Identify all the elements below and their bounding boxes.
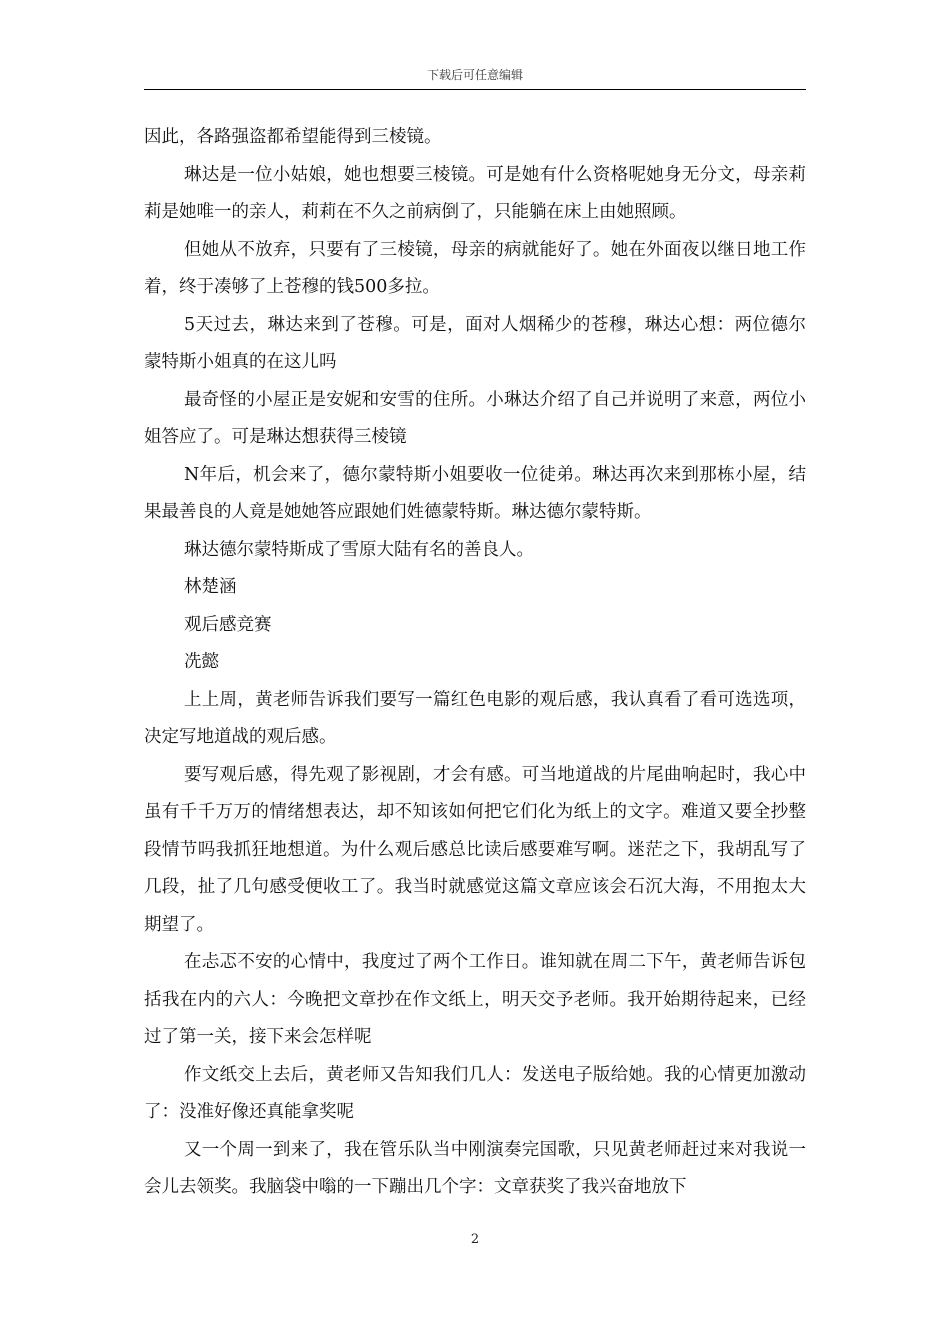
paragraph: 冼懿 <box>184 652 219 672</box>
paragraph: 上上周，黄老师告诉我们要写一篇红色电影的观后感，我认真看了看可选选项，决定写地道战的观后感。 <box>144 689 806 747</box>
page-number: 2 <box>470 1232 480 1247</box>
paragraph: 琳达是一位小姑娘，她也想要三棱镜。可是她有什么资格呢她身无分文，母亲莉莉是她唯一的亲人，莉莉在不久之前病倒了，只能躺在床上由她照顾。 <box>144 164 806 222</box>
paragraph: 又一个周一到来了，我在管乐队当中刚演奏完国歌，只见黄老师赶过来对我说一会儿去领奖。我脑袋中嗡的一下蹦出几个字：文章获奖了我兴奋地放下 <box>144 1139 806 1197</box>
paragraph: N年后，机会来了，德尔蒙特斯小姐要收一位徒弟。琳达再次来到那栋小屋，结果最善良的人竟是她她答应跟她们姓德蒙特斯。琳达德尔蒙特斯。 <box>144 464 806 522</box>
paragraph: 因此，各路强盗都希望能得到三棱镜。 <box>144 127 442 147</box>
paragraph: 5天过去，琳达来到了苍穆。可是，面对人烟稀少的苍穆，琳达心想：两位德尔蒙特斯小姐真的在这儿吗 <box>144 314 806 372</box>
paragraph: 林楚涵 <box>184 577 237 597</box>
paragraph: 但她从不放弃，只要有了三棱镜，母亲的病就能好了。她在外面夜以继日地工作着，终于凑够了上苍穆的钱500多拉。 <box>144 239 806 297</box>
paragraph: 琳达德尔蒙特斯成了雪原大陆有名的善良人。 <box>184 539 534 560</box>
paragraph: 在忐忑不安的心情中，我度过了两个工作日。谁知就在周二下午，黄老师告诉包括我在内的六人：今晚把文章抄在作文纸上，明天交予老师。我开始期待起来，已经过了第一关，接下来会怎样呢 <box>144 952 806 1047</box>
page-header: 下载后可任意编辑 <box>426 68 523 82</box>
document-body <box>144 119 806 1207</box>
paragraph: 最奇怪的小屋正是安妮和安雪的住所。小琳达介绍了自己并说明了来意，两位小姐答应了。可是琳达想获得三棱镜 <box>144 389 806 447</box>
paragraph: 要写观后感，得先观了影视剧，才会有感。可当地道战的片尾曲响起时，我心中虽有千千万万的情绪想表达，却不知该如何把它们化为纸上的文字。难道又要全抄整段情节吗我抓狂地想道。为什么观后感总比读后感要难写啊。迷茫之下，我胡乱写了几段，扯了几句感受便收工了。我当时就感觉这篇文章应该会石沉大海，不用抱太大期望了。 <box>144 764 806 935</box>
paragraph: 观后感竞赛 <box>184 614 272 635</box>
header-divider <box>144 89 806 90</box>
paragraph: 作文纸交上去后，黄老师又告知我们几人：发送电子版给她。我的心情更加激动了：没准好像还真能拿奖呢 <box>144 1064 806 1122</box>
